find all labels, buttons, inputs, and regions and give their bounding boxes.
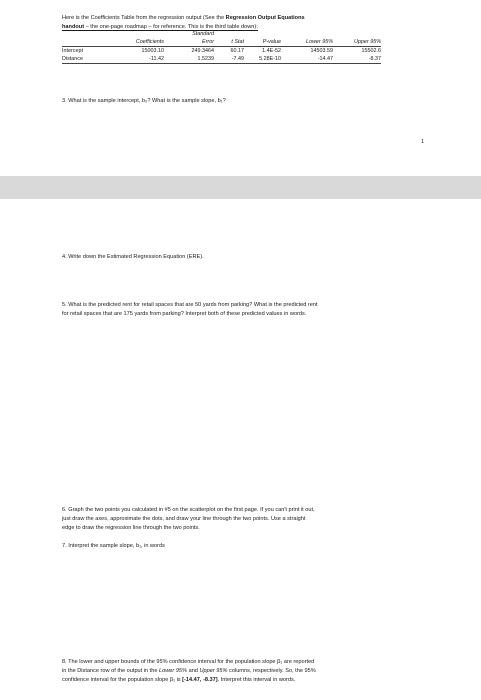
table-row	[62, 47, 381, 56]
coefficients-table	[62, 30, 381, 64]
table-cell: -11.42	[112, 55, 168, 64]
header-cell: Upper 95%	[354, 39, 381, 45]
question-8-line-3	[62, 676, 295, 684]
header-standard: Standard	[192, 31, 214, 37]
question-8-line-1: 8. The lower and upper bounds of the 95% confidence interval for the population slope β₁ are reported	[62, 659, 315, 665]
q8-bold-interval: [-14.47, -8.37]	[182, 677, 218, 683]
question-4: 4. Write down the Estimated Regression Equation (ERE).	[62, 254, 204, 260]
header-cell: Lower 95%	[306, 39, 333, 45]
question-6-line-1: 6. Graph the two points you calculated in #5 on the scatterplot on the first page. If you can't print it out,	[62, 507, 315, 513]
q8-text: confidence interval for the population slope β₁ is	[62, 677, 183, 683]
page-number: 1	[421, 139, 425, 145]
table-cell: 60.17	[216, 47, 244, 56]
question-5-line-2: for retail spaces that are 175 yards from parking? Interpret both of these predicted values in words.	[62, 311, 307, 317]
question-3: 3. What is the sample intercept, b₀? What is the sample slope, b₁?	[62, 98, 226, 104]
row-label: Intercept	[62, 47, 112, 56]
page-1	[0, 0, 481, 176]
table-cell: -7.49	[216, 55, 244, 64]
q8-text: columns, respectively. So, the 95%	[227, 668, 316, 674]
table-header-row	[62, 38, 381, 47]
question-6-line-3: edge to draw the regression line through the two points.	[62, 525, 200, 531]
header-cell: P-value	[262, 39, 281, 45]
question-6-line-2: just draw the axes, approximate the dots, and draw your line through the two points. Use a straight	[62, 516, 306, 522]
question-8-line-2	[62, 667, 316, 675]
table-cell: 1.5239	[168, 55, 216, 64]
intro-text: Here is the Coefficients Table from the regression output (See the	[62, 15, 226, 21]
table-cell: 5.28E-10	[244, 55, 281, 64]
table-cell: -8.37	[333, 55, 381, 64]
q8-italic-lower: Lower 95%	[159, 668, 188, 674]
header-cell: Error	[202, 39, 214, 45]
question-7: 7. Interpret the sample slope, b₁, in words	[62, 543, 165, 549]
q8-text: in the Distance row of the output in the	[62, 668, 160, 674]
page-2	[0, 199, 481, 700]
header-cell: t Stat	[231, 39, 244, 45]
table-cell: 14503.59	[281, 47, 333, 56]
table-cell: 1.4E-52	[244, 47, 281, 56]
table-cell: -14.47	[281, 55, 333, 64]
table-cell: 249.3464	[168, 47, 216, 56]
q8-text: and	[187, 668, 200, 674]
intro-bold-title: Regression Output Equations	[225, 15, 305, 21]
intro-line-1	[62, 14, 305, 22]
q8-text: . Interpret this interval in words.	[217, 677, 296, 683]
intro-text-rest: – the one-page roadmap – for reference. This is the third table down):	[84, 24, 258, 30]
page-gap	[0, 176, 481, 199]
table-cell: 15003.10	[112, 47, 168, 56]
q8-italic-upper: Upper 95%	[199, 668, 228, 674]
header-cell: Coefficients	[135, 39, 164, 45]
table-cell: 15502.6	[333, 47, 381, 56]
intro-bold-handout: handout	[62, 24, 85, 30]
question-5-line-1: 5. What is the predicted rent for retail spaces that are 50 yards from parking? What is the predicted rent	[62, 302, 318, 308]
table-row	[62, 55, 381, 64]
row-label: Distance	[62, 55, 112, 64]
